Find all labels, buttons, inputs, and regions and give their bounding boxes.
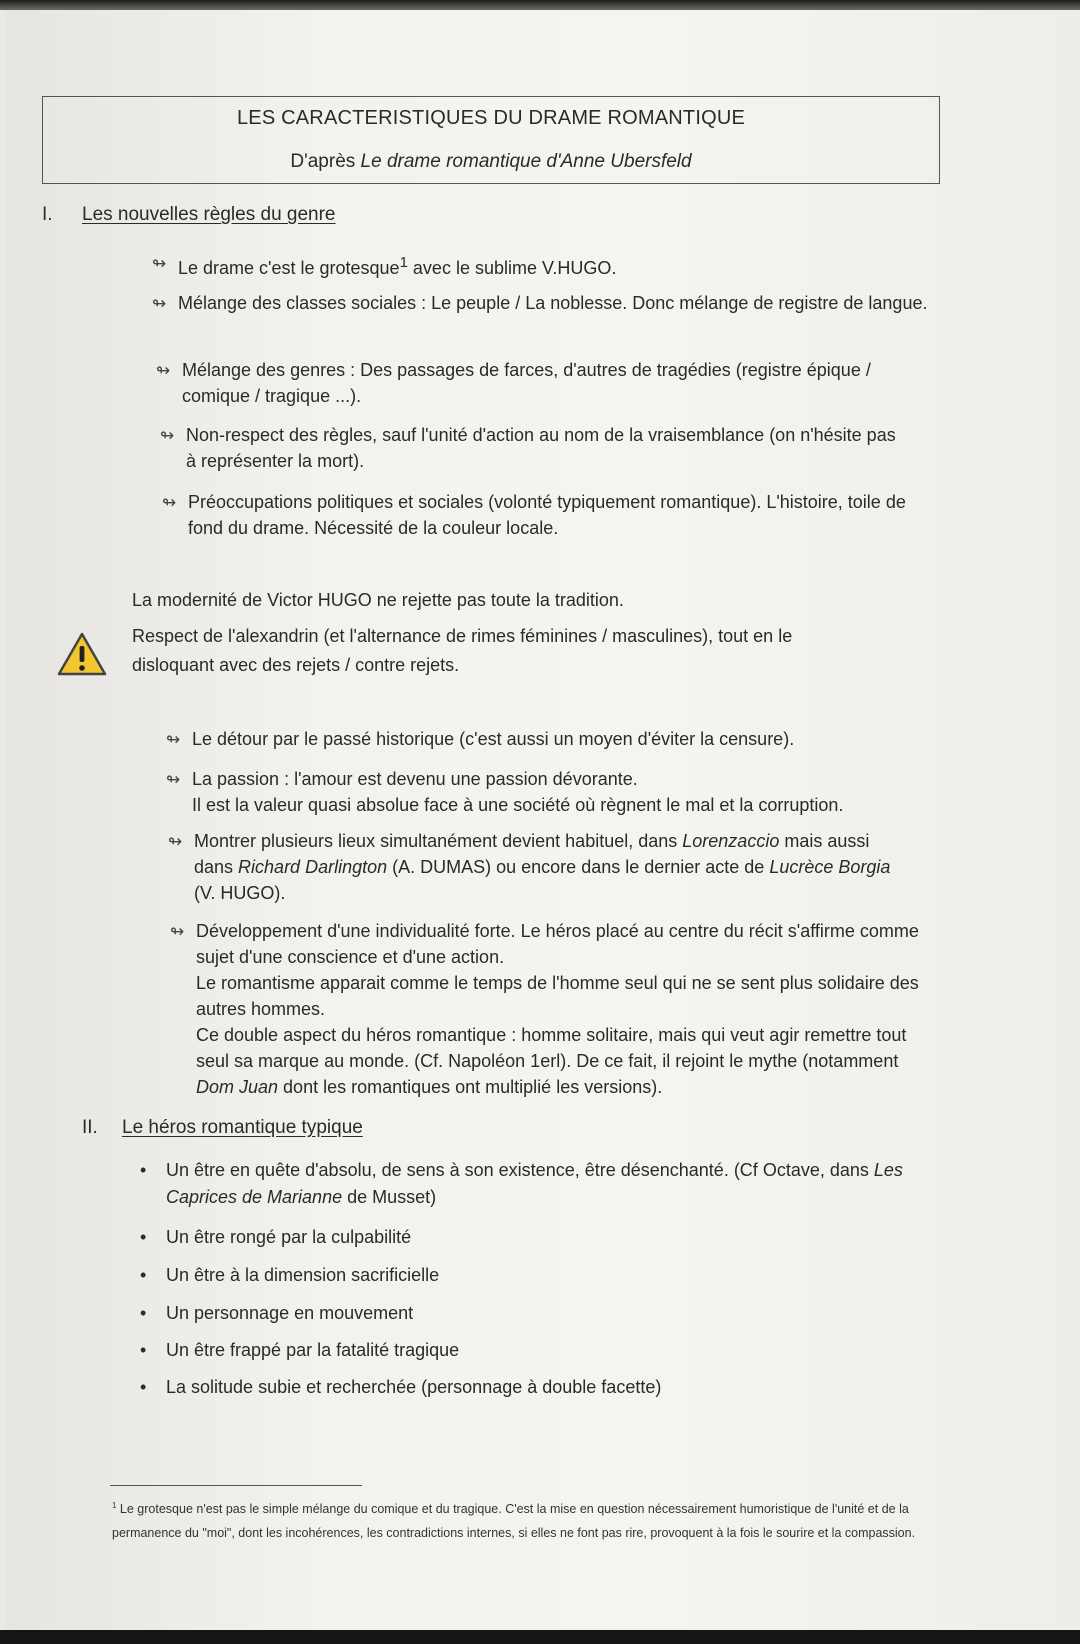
page-title: LES CARACTERISTIQUES DU DRAME ROMANTIQUE [236, 107, 746, 129]
arrow-icon: ↬ [152, 254, 167, 273]
list-item: • Un être à la dimension sacrificielle [140, 1262, 900, 1289]
warning-icon [56, 630, 108, 678]
arrow-icon: ↬ [166, 730, 181, 749]
arrow-icon: ↬ [168, 832, 183, 851]
bullet-icon: • [140, 1303, 147, 1323]
warning-text: Respect de l'alexandrin (et l'alternance de rimes féminines / masculines), tout en le disloquant avec des rejets / contre rejets. [132, 626, 793, 675]
list-item: ↬ Développement d'une individualité forte. Le héros placé au centre du récit s'affirme comme sujet d'une conscience et d'une action. Le romantisme apparait comme le temps de l'homme seul qui ne se sent plus solidaire des autres hommes. Ce double aspect du héros romantique : homme solitaire, mais qui veut agir remettre tout seul sa marque au monde. (Cf. Napoléon 1erl). De ce fait, il rejoint le mythe (notamment Dom Juan dont les romantiques ont multiplié les versions). [170, 921, 919, 1097]
list-item: ↬ Mélange des genres : Des passages de farces, d'autres de tragédies (registre épique / comique / tragique ...). [156, 360, 871, 406]
top-edge [0, 0, 1080, 10]
warning-intro: La modernité de Victor HUGO ne rejette pas toute la tradition. [132, 590, 624, 610]
list-item: ↬ Préoccupations politiques et sociales (volonté typiquement romantique). L'histoire, toile de fond du drame. Nécessité de la couleur locale. [162, 492, 906, 538]
page-subtitle: D'après Le drame romantique d'Anne Ubersfeld [290, 151, 692, 172]
bullet-icon: • [140, 1160, 147, 1180]
bullet-icon: • [140, 1227, 147, 1247]
list-item: • Un être en quête d'absolu, de sens à son existence, être désenchanté. (Cf Octave, dans Les Caprices de Marianne de Musset) [140, 1157, 920, 1211]
document-page [6, 10, 1080, 1630]
list-item: ↬ Mélange des classes sociales : Le peuple / La noblesse. Donc mélange de registre de langue. [152, 290, 932, 316]
list-item: ↬ Montrer plusieurs lieux simultanément devient habituel, dans Lorenzaccio mais aussi dans Richard Darlington (A. DUMAS) ou encore dans le dernier acte de Lucrèce Borgia (V. HUGO). [168, 831, 891, 903]
arrow-icon: ↬ [166, 770, 181, 789]
list-item: ↬ La passion : l'amour est devenu une passion dévorante. Il est la valeur quasi absolue face à une société où règnent le mal et la corruption. [166, 769, 844, 815]
list-item: • Un être rongé par la culpabilité [140, 1224, 900, 1251]
arrow-icon: ↬ [170, 922, 185, 941]
section-2-heading: II. Le héros romantique typique [82, 1117, 363, 1138]
arrow-icon: ↬ [152, 294, 167, 313]
list-item: • Un être frappé par la fatalité tragique [140, 1337, 900, 1364]
footnote: $^1$ Le grotesque n'est pas le simple mélange du comique et du tragique. C'est la mise en question nécessairement humoristique de l'unité et de la permanence du "moi", dont les incohérences, les contradictions internes, si elles ne font pas rire, provoquent à la fois le sourire et la compassion. [112, 1501, 916, 1541]
footnote-separator [110, 1485, 362, 1486]
list-item: ↬ Non-respect des règles, sauf l'unité d'action au nom de la vraisemblance (on n'hésite pas à représenter la mort). [160, 425, 896, 471]
list-item: ↬ Le détour par le passé historique (c'est aussi un moyen d'éviter la censure). [166, 726, 886, 752]
bullet-icon: • [140, 1377, 147, 1397]
section-1-heading: I. Les nouvelles règles du genre [42, 204, 336, 225]
list-item: • La solitude subie et recherchée (personnage à double facette) [140, 1374, 920, 1401]
title-box [42, 96, 940, 184]
arrow-icon: ↬ [162, 493, 177, 512]
list-item: ↬ Le drame c'est le grotesque$^1$ avec le sublime V.HUGO. [152, 250, 912, 281]
bullet-icon: • [140, 1340, 147, 1360]
arrow-icon: ↬ [160, 426, 175, 445]
list-item: • Un personnage en mouvement [140, 1300, 900, 1327]
bottom-edge [0, 1630, 1080, 1644]
arrow-icon: ↬ [156, 361, 171, 380]
bullet-icon: • [140, 1265, 147, 1285]
